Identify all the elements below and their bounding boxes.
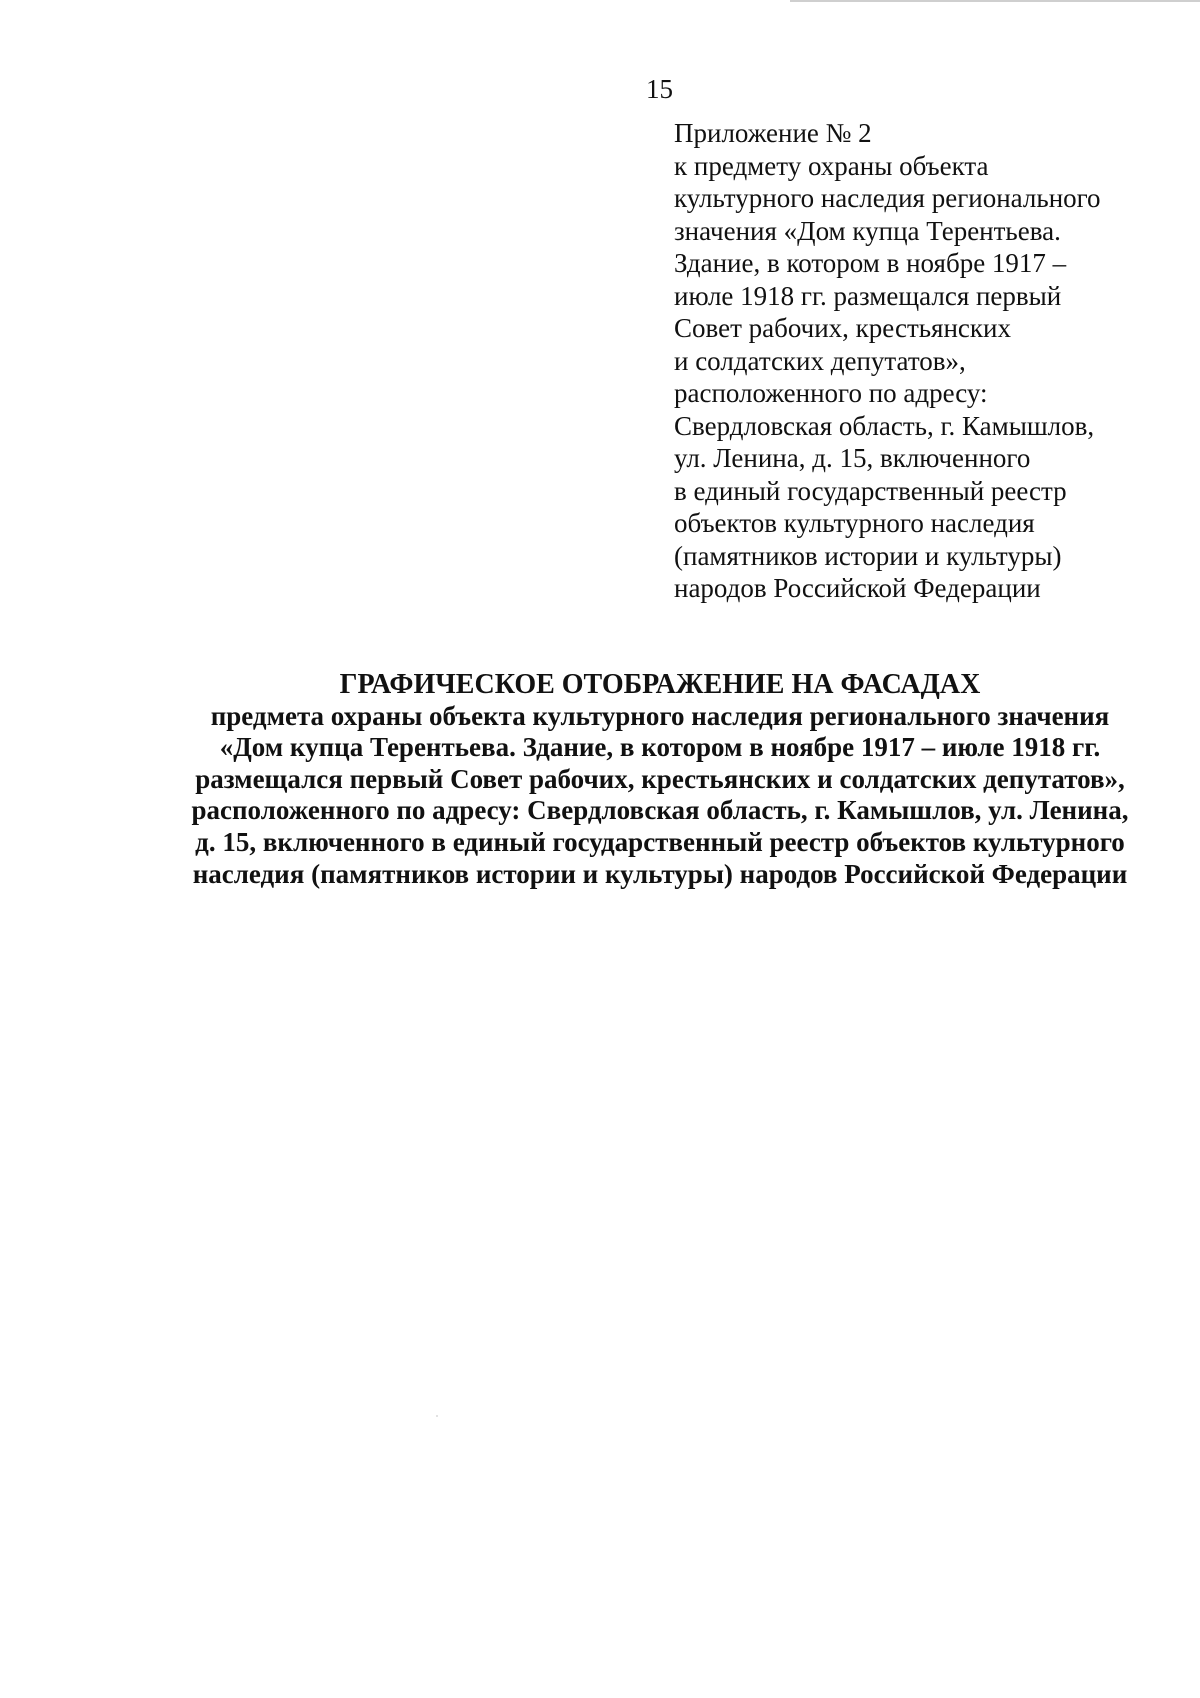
annex-line: значения «Дом купца Терентьева. [674,215,1061,246]
annex-line: культурного наследия регионального [674,183,1101,213]
annex-header [674,117,1174,605]
title-line: наследия (памятников истории и культуры) народов Российской Федерации [192,858,1128,889]
title-line: предмета охраны объекта культурного наследия регионального значения [210,700,1110,731]
annex-line: ул. Ленина, д. 15, включенного [674,443,1031,473]
annex-line: народов Российской Федерации [674,573,1041,603]
document-title [120,669,1200,890]
annex-line: к предмету охраны объекта [674,150,989,181]
title-line: д. 15, включенного в единый государственный реестр объектов культурного [195,826,1125,857]
annex-line: (памятников истории и культуры) [674,540,1062,571]
title-line: расположенного по адресу: Свердловская область, г. Камышлов, ул. Ленина, [191,795,1129,826]
scan-edge-line [790,0,1200,2]
annex-line: и солдатских депутатов», [674,345,966,376]
title-line: размещался первый Совет рабочих, крестьянских и солдатских депутатов», [195,763,1125,794]
annex-line: объектов культурного наследия [674,508,1035,538]
scan-speck [436,1415,438,1417]
annex-line: Приложение № 2 [674,118,872,148]
annex-line: Совет рабочих, крестьянских [674,313,1011,343]
title-heading: ГРАФИЧЕСКОЕ ОТОБРАЖЕНИЕ НА ФАСАДАХ [339,669,981,700]
page-number: 15 [646,74,673,104]
annex-line: Здание, в котором в ноябре 1917 – [674,248,1067,278]
title-line: «Дом купца Терентьева. Здание, в котором в ноябре 1917 – июле 1918 гг. [219,732,1101,763]
annex-line: Свердловская область, г. Камышлов, [674,410,1095,441]
annex-line: расположенного по адресу: [674,378,988,408]
annex-line: в единый государственный реестр [674,475,1067,506]
annex-line: июле 1918 гг. размещался первый [674,280,1062,311]
